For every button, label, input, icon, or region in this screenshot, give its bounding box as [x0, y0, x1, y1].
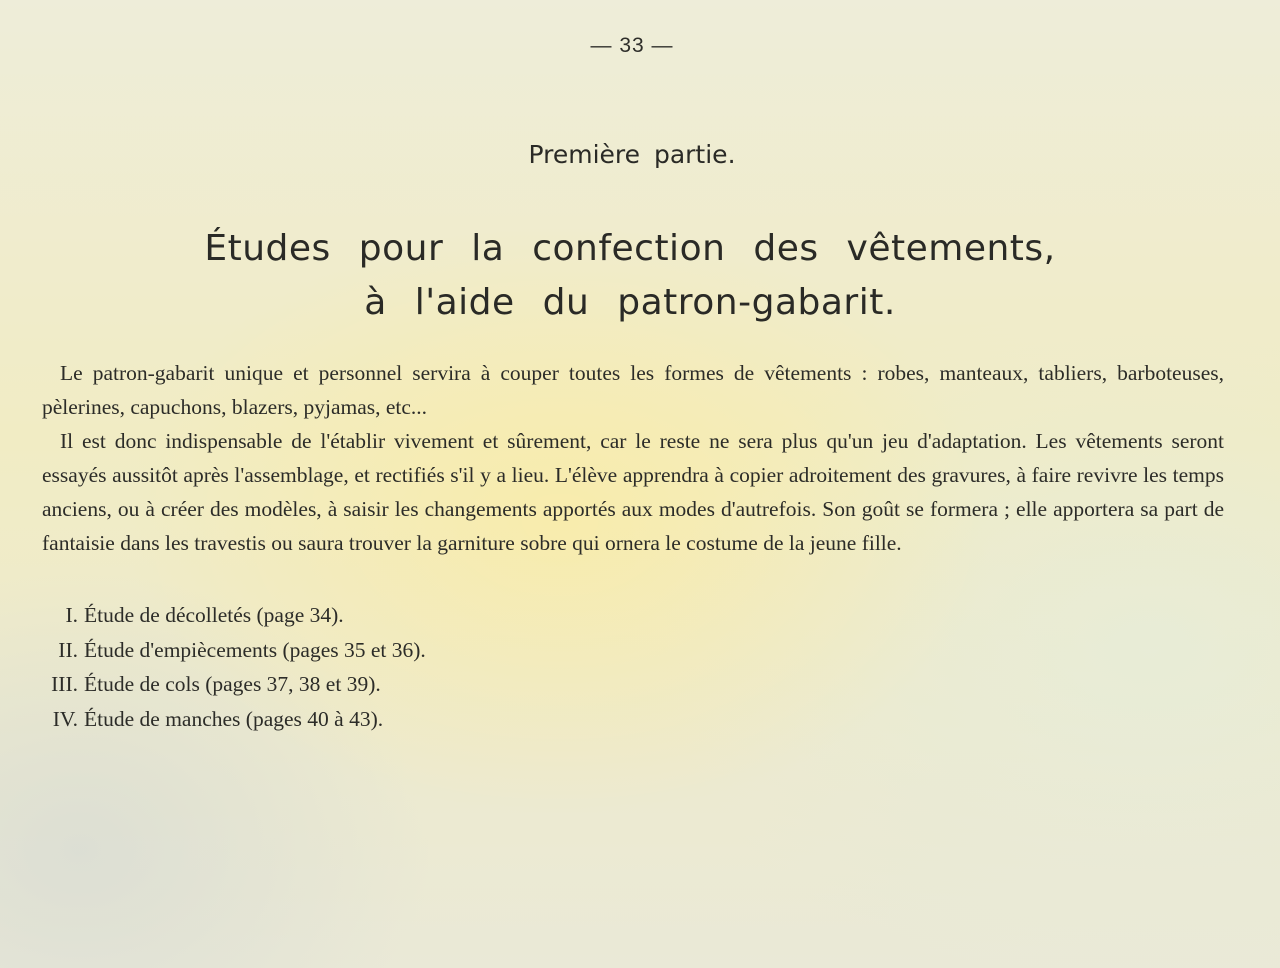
- page-title: [0, 222, 1260, 330]
- part-heading: Première partie.: [528, 140, 736, 169]
- list-item-numeral: I.: [65, 603, 78, 627]
- title-line-2: à l'aide du patron-gabarit.: [364, 282, 896, 323]
- list-item-numeral: III.: [51, 672, 78, 696]
- list-item-text: Étude d'empiècements (pages 35 et 36).: [84, 637, 426, 662]
- list-item-numeral: II.: [58, 637, 78, 662]
- list-item: [42, 598, 742, 633]
- paragraph-details: Il est donc indispensable de l'établir vivement et sûrement, car le reste ne sera plus qu'un jeu d'adaptation. Les vêtements seront essayés aussitôt après l'assemblage, et rectifiés s'il y a lieu. L'élève apprendra à copier adroitement des gravures, à faire revivre les temps anciens, ou à créer des modèles, à saisir les changements apportés aux modes d'autrefois. Son goût se formera ; elle apportera sa part de fantaisie dans les travestis ou saura trouver la garniture sobre qui ornera le costume de la jeune fille.: [42, 429, 1224, 555]
- studies-list: [42, 598, 742, 736]
- list-item: [42, 667, 742, 702]
- page-number: — 33 —: [590, 34, 674, 57]
- list-item-text: Étude de décolletés (page 34).: [84, 603, 344, 627]
- title-line-1: Études pour la confection des vêtements,: [204, 228, 1056, 269]
- list-item: [42, 702, 742, 737]
- list-item-numeral: IV.: [52, 706, 78, 731]
- paragraph-intro: Le patron-gabarit unique et personnel servira à couper toutes les formes de vêtements : robes, manteaux, tabliers, barboteuses, pèlerines, capuchons, blazers, pyjamas, etc...: [42, 361, 1224, 419]
- list-item-text: Étude de manches (pages 40 à 43).: [84, 706, 384, 731]
- list-item: [42, 633, 742, 668]
- body-text: [42, 356, 1224, 560]
- list-item-text: Étude de cols (pages 37, 38 et 39).: [84, 672, 381, 696]
